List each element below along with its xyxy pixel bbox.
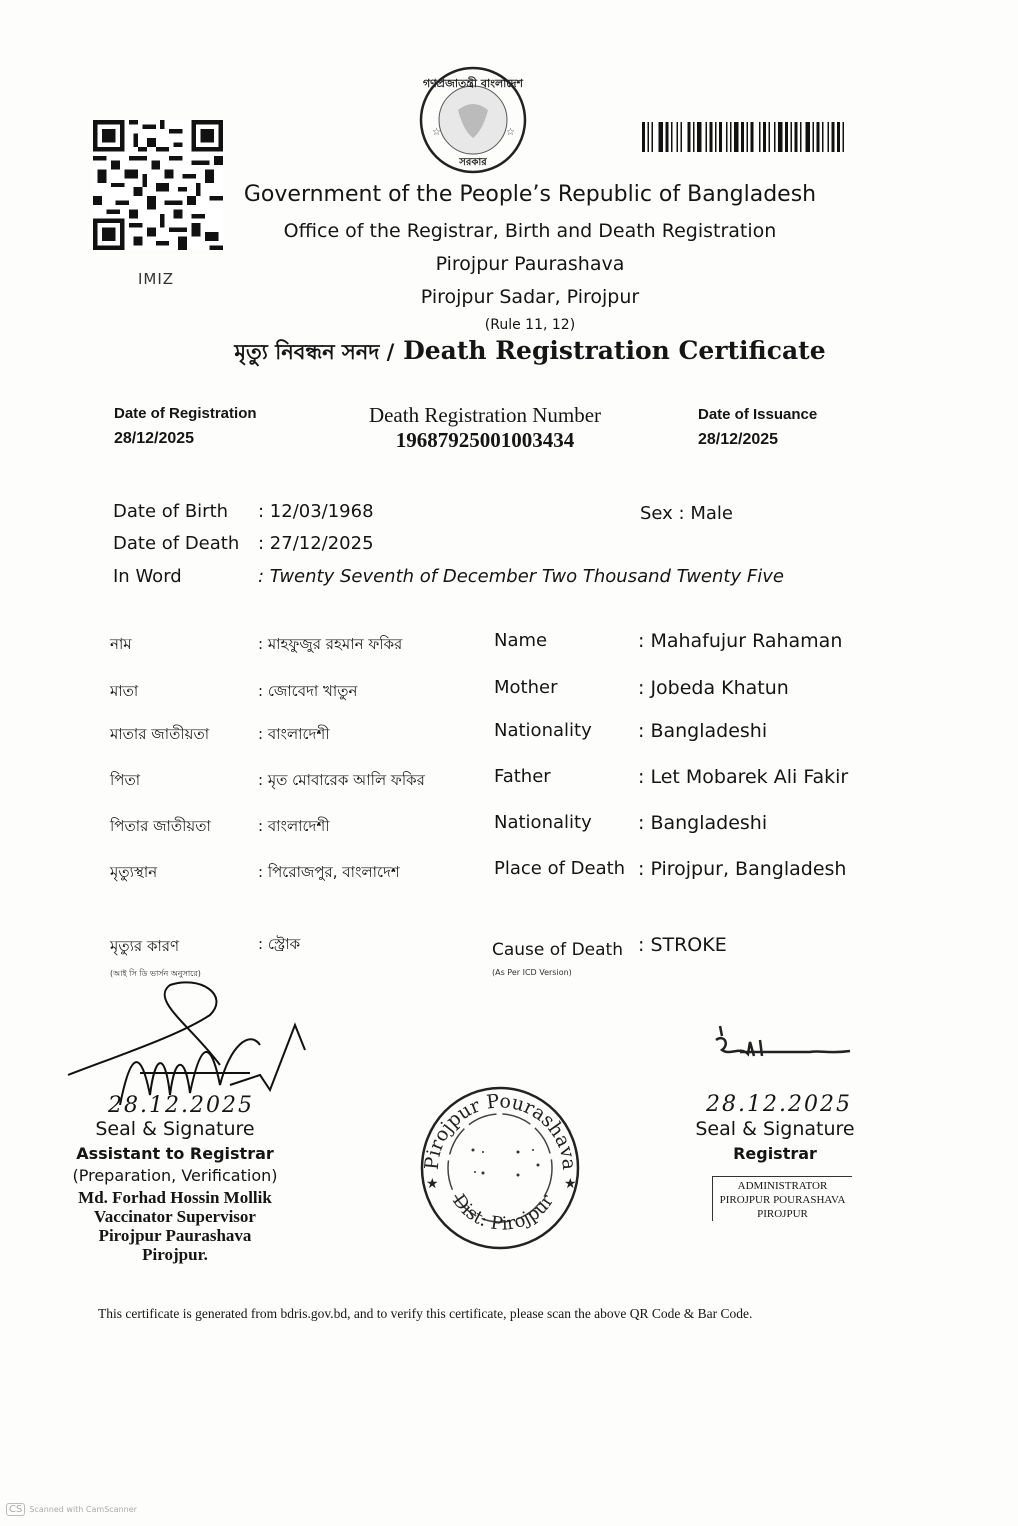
issuance-date-value: 28/12/2025 (698, 431, 779, 448)
field-en-label: Father (494, 766, 551, 787)
field-en-label: Name (494, 630, 548, 651)
camscanner-icon: CS (6, 1503, 25, 1516)
camscanner-watermark (6, 1503, 137, 1516)
verification-footer: This certificate is generated from bdris.gov.bd, and to verify this certificate, please scan the above QR Code & Bar Code. (98, 1306, 753, 1321)
field-bn-value: : বাংলাদেশী (258, 817, 330, 835)
location: Pirojpur Sadar, Pirojpur (420, 286, 640, 308)
field-bn-label: পিতার জাতীয়তা (110, 817, 211, 835)
officer-title: Vaccinator Supervisor (94, 1207, 256, 1226)
svg-text:★: ★ (564, 1176, 577, 1192)
barcode-bar (763, 122, 766, 152)
cause-en-value: : STROKE (638, 934, 727, 956)
emblem-bottom-text: সরকার (459, 157, 487, 168)
drn-label: Death Registration Number (368, 403, 602, 427)
field-en-label: Place of Death (494, 858, 626, 879)
barcode-bar (652, 122, 654, 152)
barcode-bar (715, 122, 717, 152)
drn-value: 19687925001003434 (395, 428, 575, 452)
qr-caption: IMIZ (138, 270, 175, 288)
assistant-signature (60, 975, 310, 1105)
barcode-bar (666, 122, 669, 152)
barcode-bar (751, 122, 754, 152)
certificate-title-bn: মৃত্যু নিবন্ধন সনদ / (234, 340, 395, 364)
paurashava-seal-stamp (418, 1080, 583, 1250)
dod-label: Date of Death (113, 533, 240, 554)
assistant-sub-role: (Preparation, Verification) (72, 1166, 278, 1185)
officer-city: Pirojpur. (142, 1245, 208, 1264)
barcode-bar (710, 122, 713, 152)
assistant-signature-date: 28.12.2025 (108, 1093, 254, 1118)
barcode-bar (800, 122, 802, 152)
barcode-bar (778, 122, 783, 152)
assistant-signature-block (60, 1118, 290, 1264)
camscanner-text: Scanned with CamScanner (29, 1505, 137, 1514)
certificate-title (40, 336, 1018, 371)
rule-reference: (Rule 11, 12) (484, 317, 576, 333)
barcode-bar (806, 122, 811, 152)
barcode-bar (747, 122, 749, 152)
field-bn-label: মৃত্যুস্থান (110, 863, 158, 881)
barcode-bar (648, 122, 650, 152)
barcode-bar (741, 122, 744, 152)
field-bn-value: : বাংলাদেশী (258, 725, 330, 743)
cause-en-note: (As Per ICD Version) (492, 968, 572, 977)
field-bn-value: : পিরোজপুর, বাংলাদেশ (258, 863, 400, 881)
barcode-bar (726, 122, 728, 152)
cause-bn-label: মৃত্যুর কারণ (110, 937, 180, 955)
barcode-bar (828, 122, 830, 152)
field-bn-value: : জোবেদা খাতুন (258, 682, 358, 700)
dod-value: : 27/12/2025 (258, 533, 374, 554)
cause-en-label: Cause of Death (492, 940, 623, 960)
field-bn-label: মাতা (110, 682, 139, 700)
registrar-signature-date: 28.12.2025 (706, 1092, 852, 1117)
barcode-bar (688, 122, 691, 152)
dob-value: : 12/03/1968 (258, 501, 374, 522)
field-bn-value: : মাহফুজুর রহমান ফকির (258, 635, 403, 653)
barcode (642, 122, 870, 152)
barcode-bar (817, 122, 820, 152)
issuance-date-label: Date of Issuance (698, 406, 818, 423)
sex-value: Sex : Male (640, 503, 733, 524)
field-en-label: Nationality (494, 812, 592, 833)
barcode-bar (774, 122, 776, 152)
inword-label: In Word (113, 566, 182, 587)
cause-bn-note: (আই সি ডি ভার্সন অনুসারে) (110, 969, 201, 978)
field-en-value: : Let Mobarek Ali Fakir (638, 766, 849, 788)
barcode-bar (706, 122, 708, 152)
emblem-top-text: গণপ্রজাতন্ত্রী বাংলাদেশ (422, 77, 524, 90)
field-bn-label: পিতা (110, 771, 141, 789)
registrar-stamp-line2: PIROJPUR POURASHAVA (719, 1194, 846, 1206)
government-title: Government of the People’s Republic of Bangladesh (243, 182, 817, 207)
officer-office: Pirojpur Paurashava (98, 1226, 252, 1245)
registration-date-label: Date of Registration (114, 405, 257, 422)
barcode-bar (734, 122, 739, 152)
barcode-bar (697, 122, 702, 152)
field-en-label: Mother (494, 677, 558, 698)
barcode-bar (813, 122, 815, 152)
field-en-value: : Pirojpur, Bangladesh (638, 858, 847, 880)
registrar-stamp-line3: PIROJPUR (757, 1208, 808, 1220)
registrar-stamp (712, 1176, 852, 1221)
stamp-top-text: Pirojpur Pourashava (420, 1090, 581, 1171)
paurashava-name: Pirojpur Paurashava (435, 253, 625, 275)
field-bn-label: নাম (110, 635, 132, 653)
registrar-signature (710, 1020, 860, 1070)
barcode-bar (785, 122, 788, 152)
barcode-bar (681, 122, 683, 152)
barcode-bar (843, 122, 845, 152)
barcode-bar (677, 122, 679, 152)
assistant-seal-label: Seal & Signature (95, 1118, 255, 1140)
field-en-label: Nationality (494, 720, 592, 741)
barcode-bar (837, 122, 840, 152)
barcode-bar (671, 122, 673, 152)
stamp-bottom-text: Dist: Pirojpur (447, 1190, 559, 1235)
barcode-bar (642, 122, 645, 152)
barcode-bar (822, 122, 824, 152)
svg-text:☆: ☆ (506, 127, 515, 138)
barcode-bar (832, 122, 835, 152)
office-title: Office of the Registrar, Birth and Death Registration (283, 220, 777, 242)
inword-value: : Twenty Seventh of December Two Thousand Twenty Five (258, 566, 784, 587)
registrar-signature-block (680, 1118, 870, 1163)
svg-text:☆: ☆ (432, 127, 441, 138)
barcode-bar (693, 122, 695, 152)
registration-date-value: 28/12/2025 (114, 430, 195, 447)
barcode-bar (795, 122, 798, 152)
barcode-bar (759, 122, 761, 152)
certificate-title-en: Death Registration Certificate (403, 336, 826, 365)
barcode-bar (719, 122, 722, 152)
dob-label: Date of Birth (113, 501, 229, 522)
registrar-seal-label: Seal & Signature (695, 1118, 855, 1140)
barcode-bar (769, 122, 771, 152)
barcode-bar (730, 122, 732, 152)
registrar-role: Registrar (733, 1144, 817, 1163)
assistant-role: Assistant to Registrar (76, 1144, 274, 1163)
assistant-officer-stamp (60, 1188, 290, 1264)
svg-text:★: ★ (426, 1176, 439, 1192)
officer-name: Md. Forhad Hossin Mollik (78, 1188, 272, 1207)
svg-text:Dist: Pirojpur (448, 1191, 558, 1235)
field-en-value: : Jobeda Khatun (638, 677, 789, 699)
field-en-value: : Mahafujur Rahaman (638, 630, 843, 652)
bangladesh-government-emblem (418, 65, 528, 175)
barcode-bar (659, 122, 664, 152)
registrar-stamp-line1: ADMINISTRATOR (737, 1180, 828, 1192)
svg-text:Pirojpur Pourashava (421, 1090, 580, 1171)
barcode-bar (791, 122, 793, 152)
field-bn-label: মাতার জাতীয়তা (110, 725, 210, 743)
field-bn-value: : মৃত মোবারেক আলি ফকির (258, 771, 425, 789)
field-en-value: : Bangladeshi (638, 720, 768, 742)
field-en-value: : Bangladeshi (638, 812, 768, 834)
cause-bn-value: : স্ট্রোক (258, 935, 301, 953)
